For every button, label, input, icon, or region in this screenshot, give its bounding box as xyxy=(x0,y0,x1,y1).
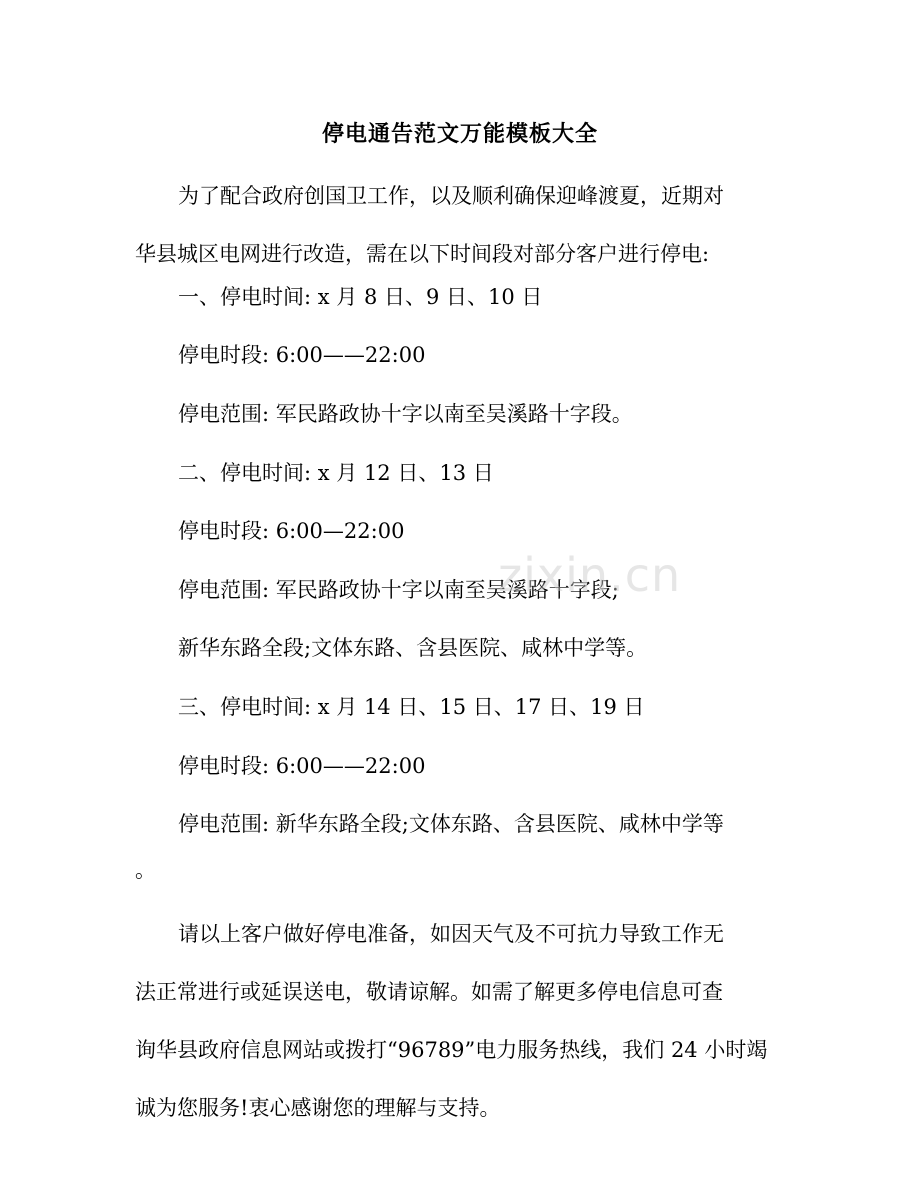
closing-line-2: 法正常进行或延误送电，敬请谅解。如需了解更多停电信息可查 xyxy=(135,980,723,1004)
watermark: zixin.cn xyxy=(498,548,682,602)
section-1-period: 停电时段: 6:00——22:00 xyxy=(178,343,426,367)
document-title: 停电通告范文万能模板大全 xyxy=(321,122,598,147)
section-3-range-tail: 。 xyxy=(135,858,156,882)
section-1-range: 停电范围: 军民路政协十字以南至吴溪路十字段。 xyxy=(178,402,633,426)
closing-paragraph xyxy=(135,905,785,1137)
section-2-time: 二、停电时间: x 月 12 日、13 日 xyxy=(178,461,494,485)
section-2-range-continued: 新华东路全段;文体东路、含县医院、咸林中学等。 xyxy=(178,636,648,660)
section-3-range: 停电范围: 新华东路全段;文体东路、含县医院、咸林中学等 xyxy=(178,812,724,836)
intro-line-1: 为了配合政府创国卫工作，以及顺利确保迎峰渡夏，近期对 xyxy=(178,184,724,208)
intro-paragraph xyxy=(135,176,785,274)
closing-line-1: 请以上客户做好停电准备，如因天气及不可抗力导致工作无 xyxy=(178,922,724,946)
section-2-range: 停电范围: 军民路政协十字以南至吴溪路十字段; xyxy=(178,578,619,602)
section-1-time: 一、停电时间: x 月 8 日、9 日、10 日 xyxy=(178,285,543,309)
closing-line-3: 询华县政府信息网站或拨打“96789”电力服务热线，我们 24 小时竭 xyxy=(135,1038,768,1062)
section-3-period: 停电时段: 6:00——22:00 xyxy=(178,754,426,778)
intro-line-2: 华县城区电网进行改造，需在以下时间段对部分客户进行停电: xyxy=(135,242,710,266)
section-2-period: 停电时段: 6:00—22:00 xyxy=(178,519,405,543)
section-3-time: 三、停电时间: x 月 14 日、15 日、17 日、19 日 xyxy=(178,695,645,719)
closing-line-4: 诚为您服务!衷心感谢您的理解与支持。 xyxy=(135,1096,501,1120)
